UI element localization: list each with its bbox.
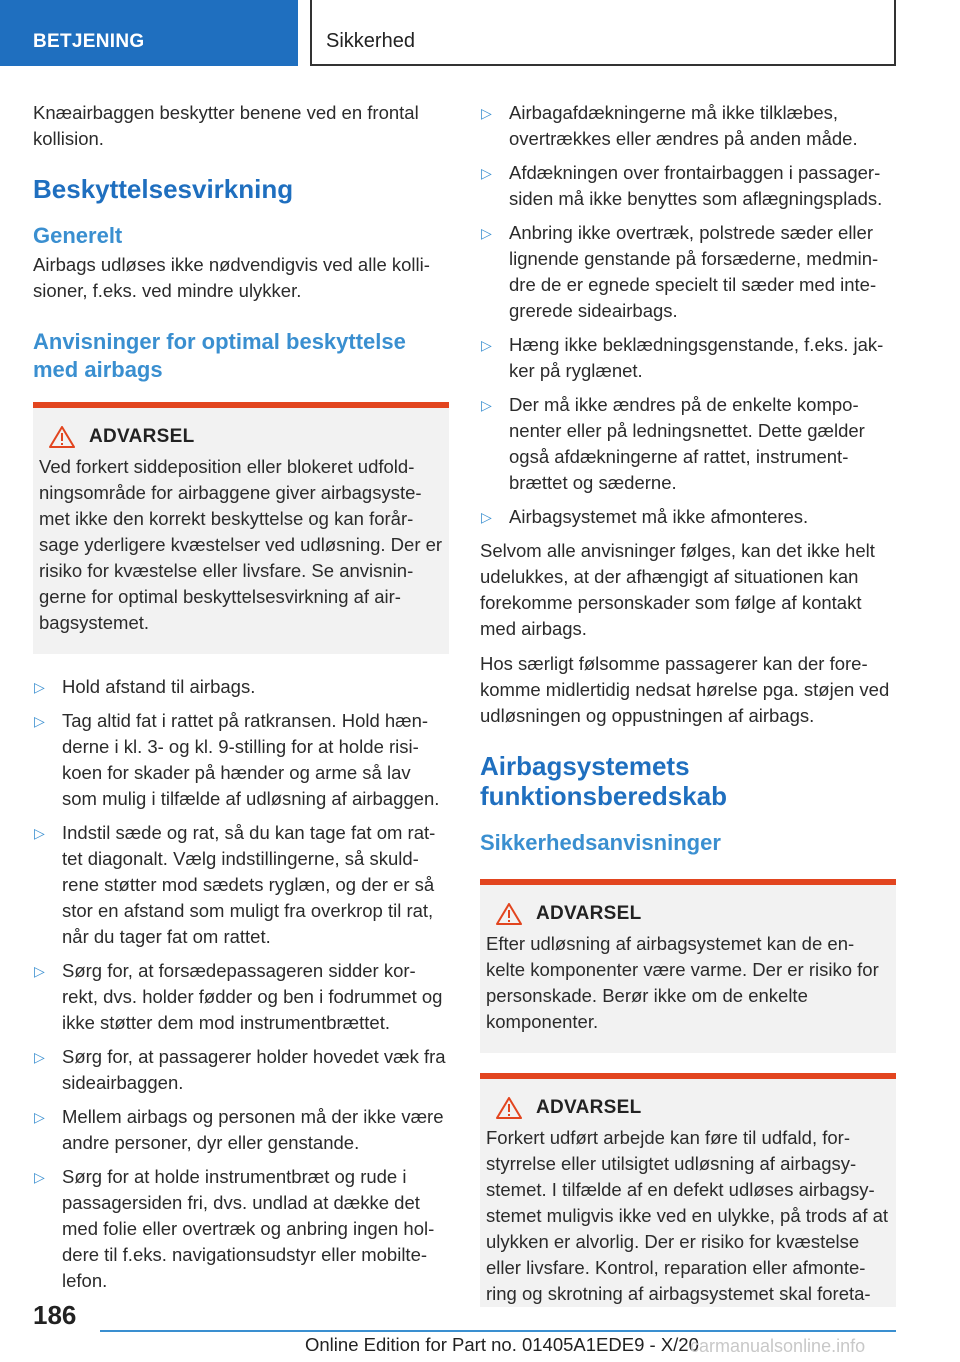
warning-text: Forkert udført arbejde kan føre til udfald, for-styrrelse eller utilsigtet udløsning af airbagsy-stemet. I tilfælde af en defekt udløses airbagsy-stemet muligvis ikke ved en ulykke, på trods af at ulykken er alvorlig. Der er risiko for kvæstelse eller livsfare. Kontrol, reparation eller afmonte-ring og skrotning af airbagsystemet skal foreta- xyxy=(486,1127,889,1304)
warning-box xyxy=(480,1073,896,1307)
right-column xyxy=(480,100,896,1327)
section-heading: Beskyttelsesvirkning xyxy=(33,174,294,204)
triangle-bullet-icon: ▷ xyxy=(481,509,492,525)
triangle-bullet-icon: ▷ xyxy=(481,165,492,181)
list-item: ▷ Mellem airbags og personen må der ikke være andre personer, dyr eller genstande. xyxy=(34,1106,444,1153)
instruction-list xyxy=(33,674,449,1294)
list-item: ▷ Sørg for, at passagerer holder hovedet væk fra sideairbaggen. xyxy=(34,1046,446,1093)
warning-text: Ved forkert siddeposition eller blokeret udfold-ningsområde for airbaggene giver airbagsyste-met ikke den korrekt beskyttelse og kan forår-sage yderligere kvæstelser ved udløsning. Der er risiko for kvæstelse eller livsfare. Se anvisnin-gerne for optimal beskyttelsesvirkning af air-bagsystemet. xyxy=(39,456,443,633)
triangle-bullet-icon: ▷ xyxy=(481,397,492,413)
subheading-general: Generelt xyxy=(33,223,123,248)
intro-text: Knæairbaggen beskytter benene ved en frontal kollision. xyxy=(33,102,419,149)
warning-title: ADVARSEL xyxy=(89,426,195,447)
chapter-title: Sikkerhed xyxy=(310,0,896,66)
warning-text: Efter udløsning af airbagsystemet kan de en-kelte komponenter være varme. Der er risiko for personskade. Berør ikke om de enkelte komponenter. xyxy=(486,933,879,1032)
list-item: ▷ Afdækningen over frontairbaggen i passager-siden må ikke benyttes som aflægningsplads. xyxy=(481,162,883,209)
paragraph-residual-risk: Selvom alle anvisninger følges, kan det ikke helt udelukkes, at der afhængigt af situationen kan forekomme personskader som følge af kontakt med airbags. xyxy=(480,540,875,639)
warning-header xyxy=(496,903,890,925)
triangle-bullet-icon: ▷ xyxy=(34,1169,45,1185)
warning-header xyxy=(496,1097,890,1119)
left-column xyxy=(33,100,449,1302)
section-tab: BETJENING xyxy=(0,0,298,66)
list-item: ▷ Sørg for at holde instrumentbræt og rude i passagersiden fri, dvs. undlad at dække det med folie eller overtræk og anbring ingen hol-dere til f.eks. navigationsudstyr eller mobilte-lefon. xyxy=(34,1166,435,1291)
list-item: ▷ Hæng ikke beklædningsgenstande, f.eks. jak-ker på ryglænet. xyxy=(481,334,884,381)
list-item: ▷ Sørg for, at forsædepassageren sidder kor-rekt, dvs. holder fødder og ben i fodrummet og ikke støtter dem mod instrumentbrættet. xyxy=(34,960,443,1033)
triangle-bullet-icon: ▷ xyxy=(34,963,45,979)
triangle-bullet-icon: ▷ xyxy=(481,225,492,241)
warning-header xyxy=(49,426,443,448)
section-heading-readiness: Airbagsystemets funktionsberedskab xyxy=(480,751,728,811)
list-item: ▷ Hold afstand til airbags. xyxy=(33,674,449,700)
triangle-bullet-icon: ▷ xyxy=(34,1109,45,1125)
subheading-safety: Sikkerhedsanvisninger xyxy=(480,830,721,855)
triangle-bullet-icon: ▷ xyxy=(481,105,492,121)
warning-box xyxy=(480,879,896,1053)
warning-triangle-icon xyxy=(496,903,522,925)
warning-triangle-icon xyxy=(496,1097,522,1119)
list-item: ▷ Der må ikke ændres på de enkelte kompo-nenter eller på ledningsnettet. Dette gælder også afdækningerne af rattet, instrument-brættet og sæderne. xyxy=(481,394,865,493)
page-header xyxy=(0,0,960,66)
edition-text: Online Edition for Part no. 01405A1EDE9 - X/20 xyxy=(305,1334,699,1355)
list-item: ▷ Tag altid fat i rattet på ratkransen. Hold hæn-derne i kl. 3- og kl. 9-stilling for at holde risi-koen for skader på hænder og arme så lav som mulig i tilfælde af udløsning af airbaggen. xyxy=(34,710,440,809)
page-number: 186 xyxy=(33,1300,77,1330)
warning-box xyxy=(33,402,449,654)
triangle-bullet-icon: ▷ xyxy=(34,713,45,729)
list-item: ▷ Indstil sæde og rat, så du kan tage fat om rat-tet diagonalt. Vælg indstillingerne, så skuld-rene støtter mod sædets ryglæn, og der er så stor en afstand som muligt fra overkrop til rat, når du tager fat om rattet. xyxy=(34,822,436,947)
footer-divider xyxy=(100,1330,896,1332)
list-item: ▷ Airbagsystemet må ikke afmonteres. xyxy=(480,504,896,530)
triangle-bullet-icon: ▷ xyxy=(34,679,45,695)
warning-triangle-icon xyxy=(49,426,75,448)
list-item: ▷ Anbring ikke overtræk, polstrede sæder eller lignende genstande på forsæderne, medmin-dre de er egnede specielt til sæder med inte-grerede sideairbags. xyxy=(481,222,879,321)
warning-title: ADVARSEL xyxy=(536,1097,642,1118)
warning-title: ADVARSEL xyxy=(536,903,642,924)
watermark: carmanualsonline.info xyxy=(690,1336,866,1356)
instruction-list-continued xyxy=(480,100,896,530)
subheading-instructions: Anvisninger for optimal beskyttelse med airbags xyxy=(33,329,406,382)
triangle-bullet-icon: ▷ xyxy=(34,1049,45,1065)
triangle-bullet-icon: ▷ xyxy=(34,825,45,841)
general-text: Airbags udløses ikke nødvendigvis ved alle kolli-sioner, f.eks. ved mindre ulykker. xyxy=(33,254,430,301)
list-item: ▷ Airbagafdækningerne må ikke tilklæbes, overtrækkes eller ændres på anden måde. xyxy=(481,102,858,149)
triangle-bullet-icon: ▷ xyxy=(481,337,492,353)
paragraph-hearing: Hos særligt følsomme passagerer kan der fore-komme midlertidig nedsat hørelse pga. støjen ved udløsningen og oppustningen af airbags. xyxy=(480,653,890,726)
